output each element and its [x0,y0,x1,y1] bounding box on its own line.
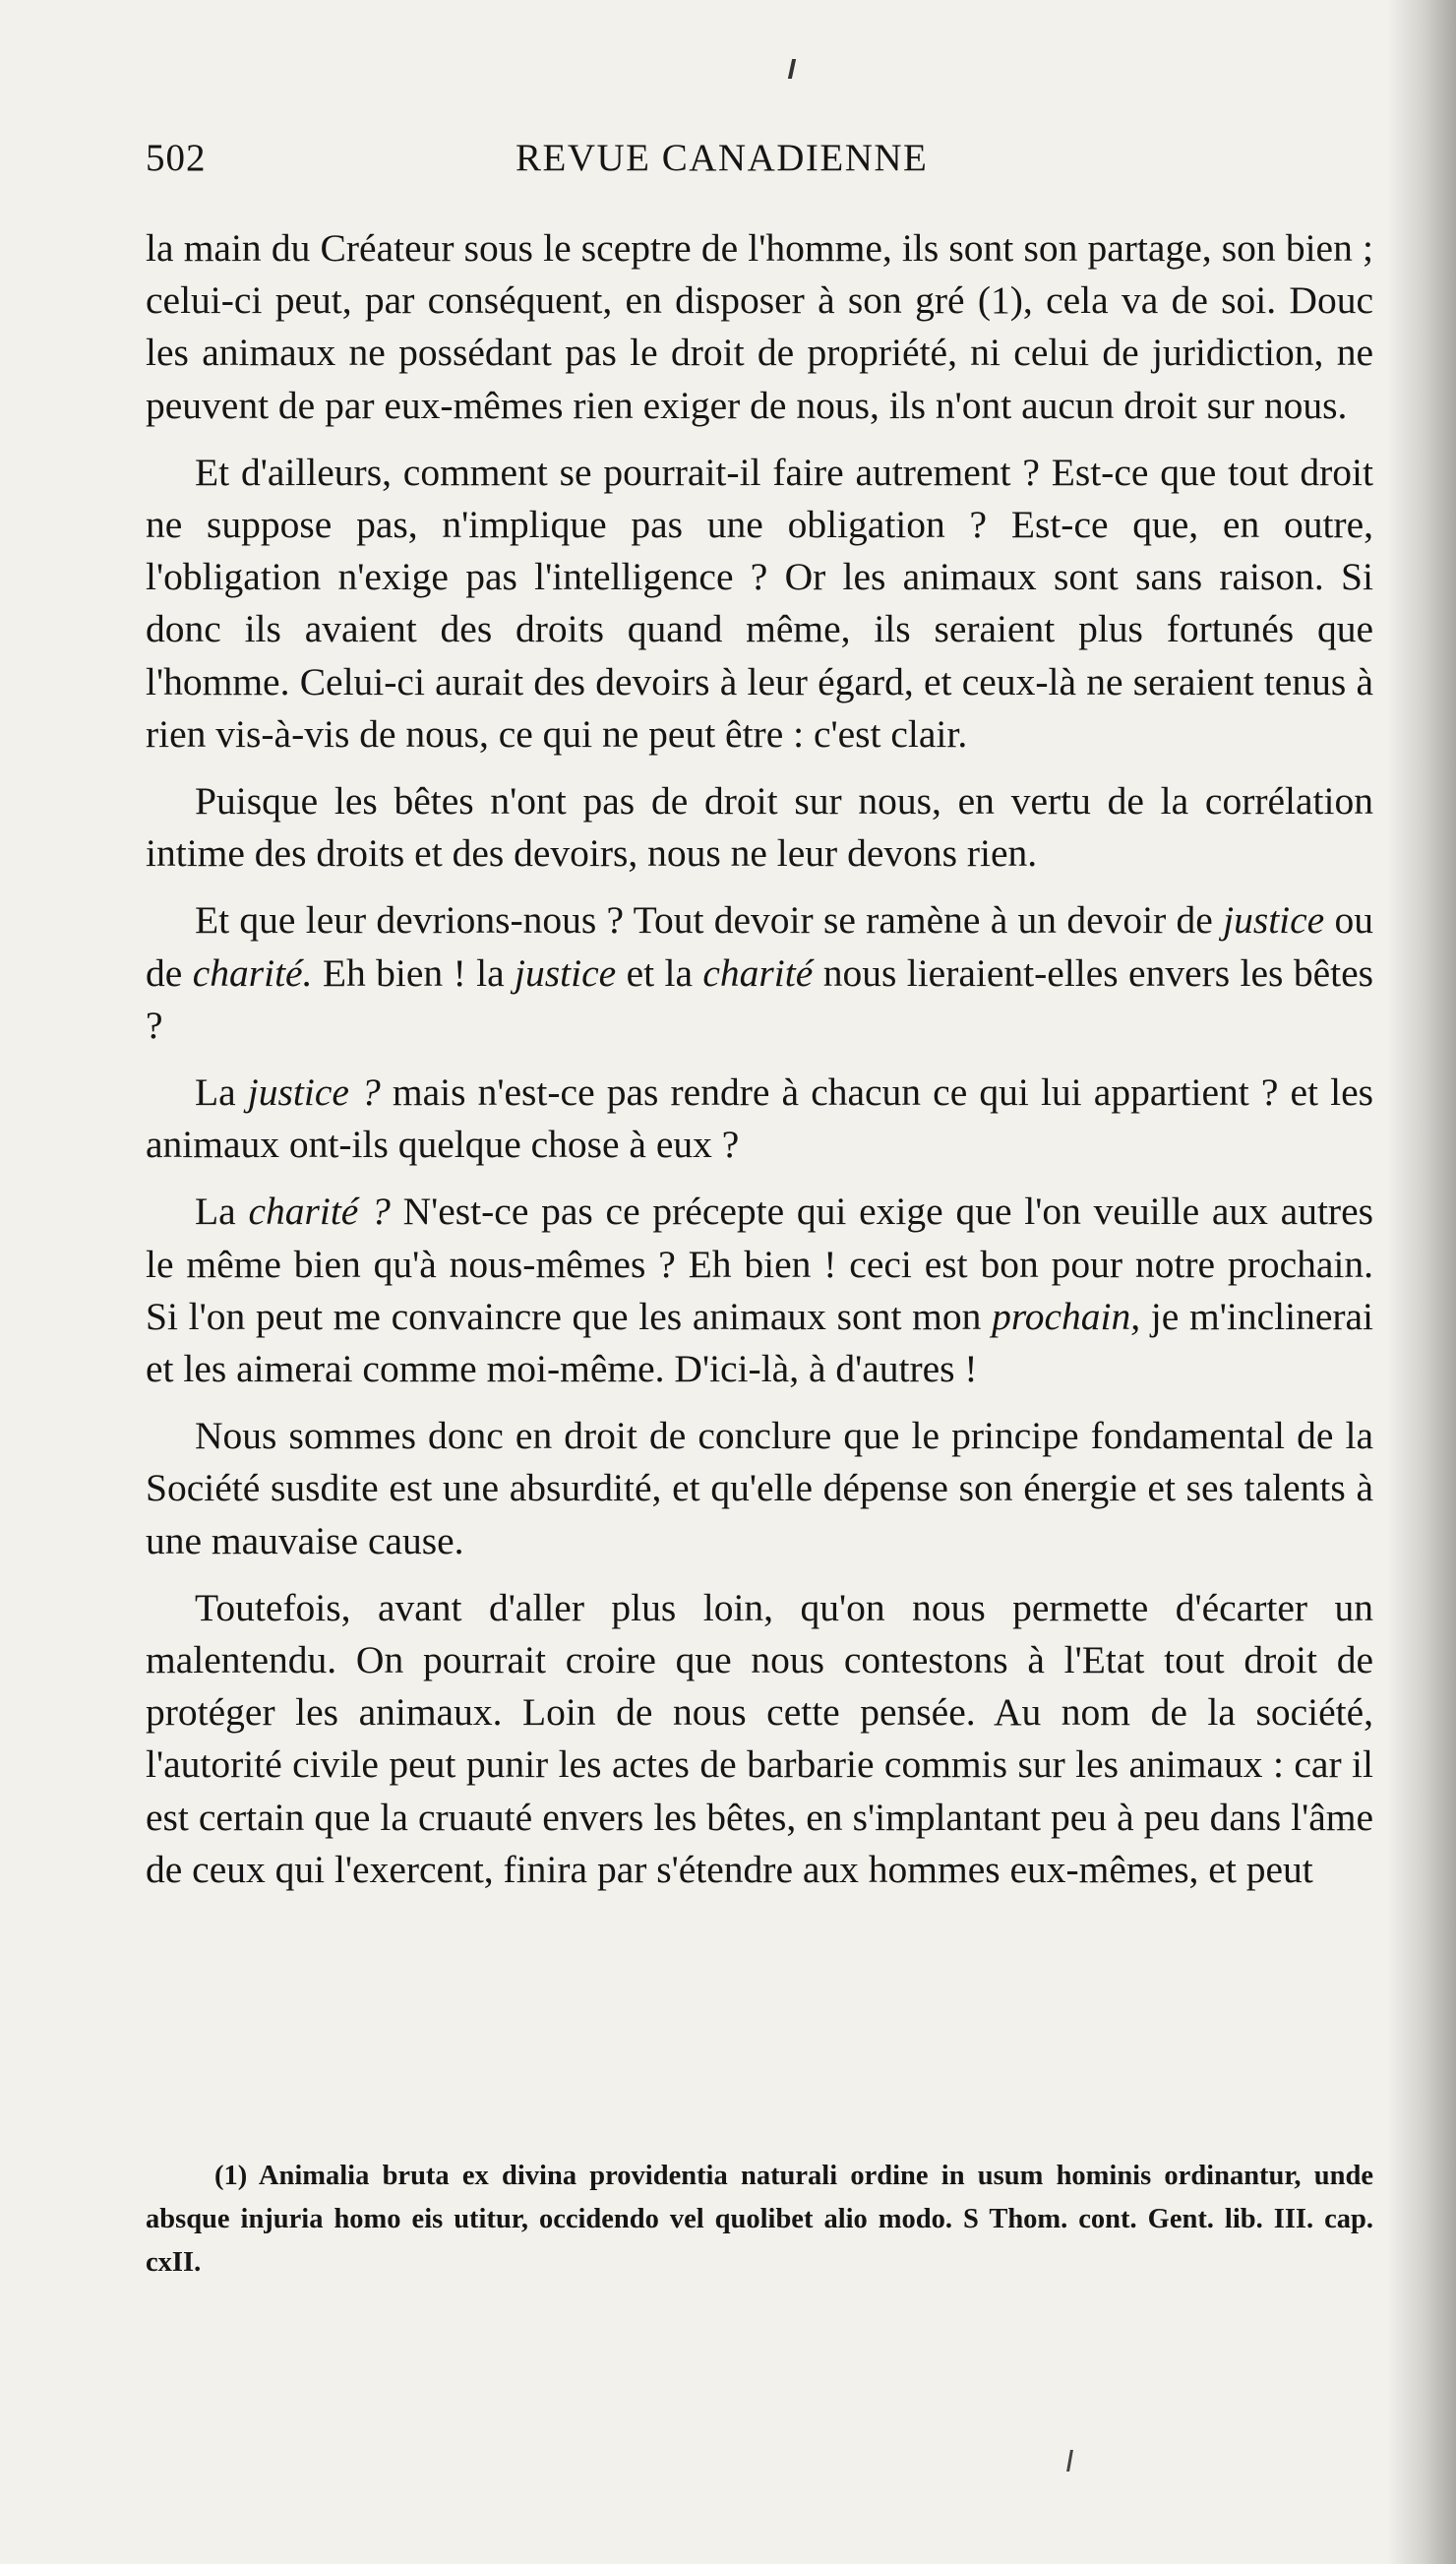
page-binding-edge [1387,0,1456,2564]
paragraph-4-text-c: Eh bien ! la [312,950,516,995]
italic-charite-2: charité [702,950,814,995]
running-title: REVUE CANADIENNE [516,137,929,179]
paragraph-4-text-a: Et que leur devrions-nous ? Tout devoir se ramène à un devoir de [195,898,1224,943]
body-text [146,222,1373,1911]
italic-charite: charité. [192,950,313,995]
paragraph-6-text-c: je m'inclinerai et les aimerai comme moi-même. D'ici-là, à d'autres ! [146,1294,1374,1391]
ink-mark-top [788,59,796,79]
ink-mark-bottom [1066,2450,1073,2472]
page-header [146,136,1385,185]
paragraph-4-text-b: ou de [146,898,1373,995]
italic-justice: justice [1223,898,1325,943]
paragraph-7: Nous sommes donc en droit de conclure que le principe fondamental de la Société susdite est une absurdité, et qu'elle dépense son énergie et ses talents à une mauvaise cause. [146,1414,1373,1562]
paragraph-5 [146,1067,1373,1171]
paragraph-4-text-d: et la [616,950,703,995]
paragraph-6 [146,1186,1373,1395]
italic-charite-question: charité ? [248,1190,391,1234]
paragraph-4 [146,894,1373,1052]
paragraph-6-text-a: La [195,1190,249,1234]
paragraph-5-text-a: La [195,1070,248,1115]
paragraph-1: la main du Créateur sous le sceptre de l'homme, ils sont son partage, son bien ; celui-ci peut, par conséquent, en disposer à son gré (1), cela va de soi. Douc les animaux ne possédant pas le droit de propriété, ni celui de juridiction, ne peuvent de par eux-mêmes rien exiger de nous, ils n'ont aucun droit sur nous. [146,226,1373,427]
footnote-text: (1) Animalia bruta ex divina providentia naturali ordine in usum hominis ordinantur, unde absque injuria homo eis utitur, occidendo vel quolibet alio modo. S Thom. cont. Gent. lib. III. cap. cxII. [146,2161,1373,2278]
footnote [146,2155,1373,2285]
page-number: 502 [146,137,207,179]
paragraph-8: Toutefois, avant d'aller plus loin, qu'on nous permette d'écarter un malentendu. On pourrait croire que nous contestons à l'Etat tout droit de protéger les animaux. Loin de nous cette pensée. Au nom de la société, l'autorité civile peut punir les actes de barbarie commis sur les animaux : car il est certain que la cruauté envers les bêtes, en s'implantant peu à peu dans l'âme de ceux qui l'exercent, finira par s'étendre aux hommes eux-mêmes, et peut [146,1585,1373,1891]
paragraph-5-text-b: mais n'est-ce pas rendre à chacun ce qui lui appartient ? et les animaux ont-ils quelque chose à eux ? [146,1070,1374,1167]
italic-prochain: prochain, [992,1294,1141,1338]
italic-justice-question: justice ? [247,1070,381,1115]
paragraph-2: Et d'ailleurs, comment se pourrait-il faire autrement ? Est-ce que tout droit ne suppose pas, n'implique pas une obligation ? Est-ce que, en outre, l'obligation n'exige pas l'intelligence ? Or les animaux sont sans raison. Si donc ils avaient des droits quand même, ils seraient plus fortunés que l'homme. Celui-ci aurait des devoirs à leur égard, et ceux-là ne seraient tenus à rien vis-à-vis de nous, ce qui ne peut être : c'est clair. [146,450,1373,756]
paragraph-6-text-b: N'est-ce pas ce précepte qui exige que l'on veuille aux autres le même bien qu'à nous-mêmes ? Eh bien ! ceci est bon pour notre prochain. Si l'on peut me convaincre que les animaux sont mon [146,1190,1373,1338]
italic-justice-2: justice [515,950,617,995]
paragraph-4-text-e: nous lieraient-elles envers les bêtes ? [146,950,1373,1047]
paragraph-3: Puisque les bêtes n'ont pas de droit sur nous, en vertu de la corrélation intime des droits et des devoirs, nous ne leur devons rien. [146,779,1373,876]
